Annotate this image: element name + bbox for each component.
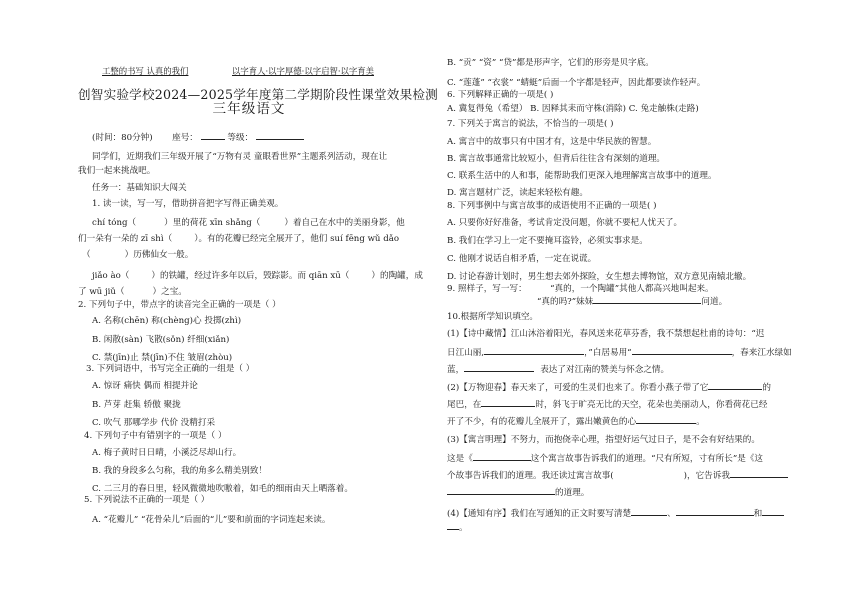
q2-option-c[interactable]: C. 禁(jīn)止 禁(jīn)不住 皱眉(zhòu) bbox=[92, 353, 233, 363]
q10-p3-blank-1[interactable] bbox=[473, 452, 531, 461]
grade-field[interactable] bbox=[256, 131, 304, 140]
q8-option-d[interactable]: D. 讨论春游计划时，男生想去郊外探险，女生想去博物馆，双方意见南辕北辙。 bbox=[447, 272, 752, 282]
q2-stem: 2. 下列句子中，带点字的读音完全正确的一项是（ ） bbox=[78, 300, 281, 310]
q5-option-b[interactable]: B. “贡” “资” “贷”都是形声字，它们的形旁是贝字底。 bbox=[447, 58, 654, 68]
time-label: (时间：80分钟) bbox=[92, 133, 153, 143]
q10-p3-line-4: 的道理。 bbox=[447, 486, 589, 499]
q2-option-b[interactable]: B. 闲散(sàn) 飞散(sǒn) 纤细(xiǎn) bbox=[92, 335, 230, 345]
q7-option-b[interactable]: B. 寓言故事通常比较短小，但背后往往含有深刻的道理。 bbox=[447, 154, 666, 164]
q10-p4-blank-1[interactable] bbox=[631, 507, 667, 516]
q5-stem: 5. 下列说法不正确的一项是（ ） bbox=[84, 495, 210, 505]
grade-label: 等级： bbox=[227, 133, 254, 143]
q5-option-a[interactable]: A. “花瓣儿” “花骨朵儿”后面的“儿”要和前面的字词连起来读。 bbox=[92, 515, 331, 525]
q5-option-c[interactable]: C. “莲蓬” “衣裳” “蜻蜓”后面一个字都是轻声，因此都要读作轻声。 bbox=[447, 78, 706, 88]
q10-p2-blank-2[interactable] bbox=[481, 398, 535, 407]
q10-p1-blank-2[interactable] bbox=[632, 346, 732, 355]
q10-p1-line-1: (1)【诗中藏情】江山沐浴着阳光，春风送来花草芬香，我不禁想起杜甫的诗句：“迟 bbox=[447, 329, 765, 339]
q10-p2-blank-3[interactable] bbox=[636, 415, 696, 424]
q1-row-4: jiǎo ào（ ）的铁罐，经过许多年以后，毁踪影。而 qiān xū（ ）的陶罐，成 bbox=[92, 271, 423, 281]
q10-p4-blank-3[interactable] bbox=[762, 507, 784, 516]
q4-option-b[interactable]: B. 我的身段多么匀称，我的角多么精美别致！ bbox=[92, 466, 268, 476]
q10-p3-line-1: (3)【寓言明理】不努力，而抱侥幸心理，指望好运气过日子，是不会有好结果的。 bbox=[447, 435, 760, 445]
q9-stem: 9. 照样子，写一写： bbox=[447, 284, 527, 294]
q1-row-3: （ ）历佛仙女一般。 bbox=[82, 250, 194, 260]
q10-p4-line-2: 。 bbox=[447, 521, 468, 534]
intro-line-2: 我们一起来挑战吧。 bbox=[78, 166, 156, 176]
q4-stem: 4. 下列句子中有错别字的一项是（ ） bbox=[84, 431, 227, 441]
q10-p2-blank-1[interactable] bbox=[708, 381, 762, 390]
q1-row-5: 了 wū jiǔ（ ）之宝。 bbox=[78, 287, 187, 297]
q6-stem: 6. 下列解释正确的一项是( ) bbox=[447, 90, 554, 100]
q10-p2-line-2: 尾巴，在 时，斜飞于旷亮无比的天空，花朵也美丽动人，你看荷花已经 bbox=[447, 400, 768, 410]
q10-stem: 10.根据所学知识填空。 bbox=[447, 312, 539, 322]
q9-line-2: “真的吗?”妹妹 问道。 bbox=[537, 297, 728, 307]
q10-p2-line-3: 开了不少，有的花瓣儿全展开了，露出嫩黄色的心 。 bbox=[447, 417, 705, 427]
q10-p1-blank-1[interactable] bbox=[484, 346, 584, 355]
q10-p1-blank-3[interactable] bbox=[464, 363, 534, 372]
q9-line-1 bbox=[447, 284, 714, 295]
seat-field[interactable] bbox=[201, 131, 225, 140]
q8-option-c[interactable]: C. 他刚才说话自相矛盾，一定在说谎。 bbox=[447, 254, 597, 264]
q9-answer-field[interactable] bbox=[593, 295, 701, 304]
q7-option-d[interactable]: D. 寓言题材广泛，读起来轻松有趣。 bbox=[447, 188, 588, 198]
q9-example: “真的，一个陶罐”其他人都高兴地叫起来。 bbox=[550, 284, 714, 294]
q3-option-b[interactable]: B. 芦芽 赶集 轿傲 聚拢 bbox=[92, 400, 181, 410]
intro-line-1: 同学们，近期我们三年级开展了“万物有灵 童眼看世界”主题系列活动，现在让 bbox=[92, 152, 388, 162]
q10-p2-line-1: (2)【万物迎春】春天来了，可爱的生灵们也来了。你看小燕子带了它 的 bbox=[447, 383, 772, 393]
exam-meta bbox=[92, 131, 304, 144]
q10-p4-line-1: (4)【通知有序】我们在写通知的正文时要写清楚 、 和 bbox=[447, 507, 784, 520]
q4-option-a[interactable]: A. 梅子黄时日日晴，小溪泛尽却山行。 bbox=[92, 448, 242, 458]
q2-option-a[interactable]: A. 名称(chēn) 称(chèng)心 投掷(zhì) bbox=[92, 316, 242, 326]
q4-option-c[interactable]: C. 二三月的春日里，轻风微微地吹嗷着，如毛的细雨由天上晒落着。 bbox=[92, 484, 353, 494]
q10-p1-line-2: 日江山丽, ，”白居易用“ ，春来江水绿如 bbox=[447, 348, 792, 358]
q10-p1-line-3: 蓝， 表达了对江南的赞美与怀念之情。 bbox=[447, 365, 670, 375]
q8-stem: 8. 下列事例中与寓言故事的成语使用不正确的一项是( ) bbox=[447, 201, 657, 211]
q3-stem: 3. 下列词语中，书写完全正确的一组是（ ） bbox=[86, 364, 255, 374]
motto-left: 工整的书写 认真的我们 bbox=[102, 66, 189, 76]
q7-option-c[interactable]: C. 联系生活中的人和事，能帮助我们更深入地理解寓言故事中的道理。 bbox=[447, 171, 717, 181]
q10-p3-line-2: 这是《 这个寓言故事告诉我们的道理。“尺有所短，寸有所长”是《这 bbox=[447, 454, 764, 464]
task1-title: 任务一：基础知识大闯关 bbox=[92, 183, 187, 193]
q3-option-c[interactable]: C. 吹气 那哪学步 代价 没精打采 bbox=[92, 418, 216, 428]
q1-stem: 1. 读一读，写一写，借助拼音把字写得正确美观。 bbox=[92, 199, 284, 209]
exam-title: 创智实验学校2024—2025学年度第二学期阶段性课堂效果检测 bbox=[78, 87, 438, 102]
exam-subtitle: 三年级语文 bbox=[212, 101, 286, 117]
q7-option-a[interactable]: A. 寓言中的故事只有中国才有，这是中华民族的智慧。 bbox=[447, 137, 657, 147]
q8-option-b[interactable]: B. 我们在学习上一定不要掩耳盗铃，必须实事求是。 bbox=[447, 236, 648, 246]
q10-p3-blank-4[interactable] bbox=[447, 486, 555, 495]
q1-row-2: 们一朵有一朵的 zī shì（ ）。有的花瓣已经完全展开了，他们 suí fēng wǔ dǎo bbox=[78, 234, 400, 244]
q6-options[interactable]: A. 冀复得兔（希望） B. 因释其耒而守株(消除) C. 兔走触株(走路) bbox=[447, 104, 699, 114]
q10-p4-blank-2[interactable] bbox=[676, 507, 754, 516]
motto-right: 以字育人·以字厚德·以字启智·以字育美 bbox=[232, 66, 374, 76]
q3-option-a[interactable]: A. 惊讶 痛快 偶而 相提并论 bbox=[92, 381, 198, 391]
q10-p3-line-3: 个故事告诉我们的道理。我还读过寓言故事( )，它告诉我 bbox=[447, 469, 788, 482]
q1-row-1: chí tóng（ ）里的荷花 xīn shǎng（ ）着自己在水中的美丽身影，他 bbox=[92, 218, 405, 228]
q10-p3-blank-3[interactable] bbox=[730, 469, 788, 478]
q7-stem: 7. 下列关于寓言的说法，不恰当的一项是( ) bbox=[447, 119, 614, 129]
q10-p4-blank-4[interactable] bbox=[447, 521, 459, 530]
q8-option-a[interactable]: A. 只要你好好准备，考试肯定没问题，你就不要杞人忧天了。 bbox=[447, 218, 683, 228]
seat-label: 座号： bbox=[172, 133, 198, 143]
